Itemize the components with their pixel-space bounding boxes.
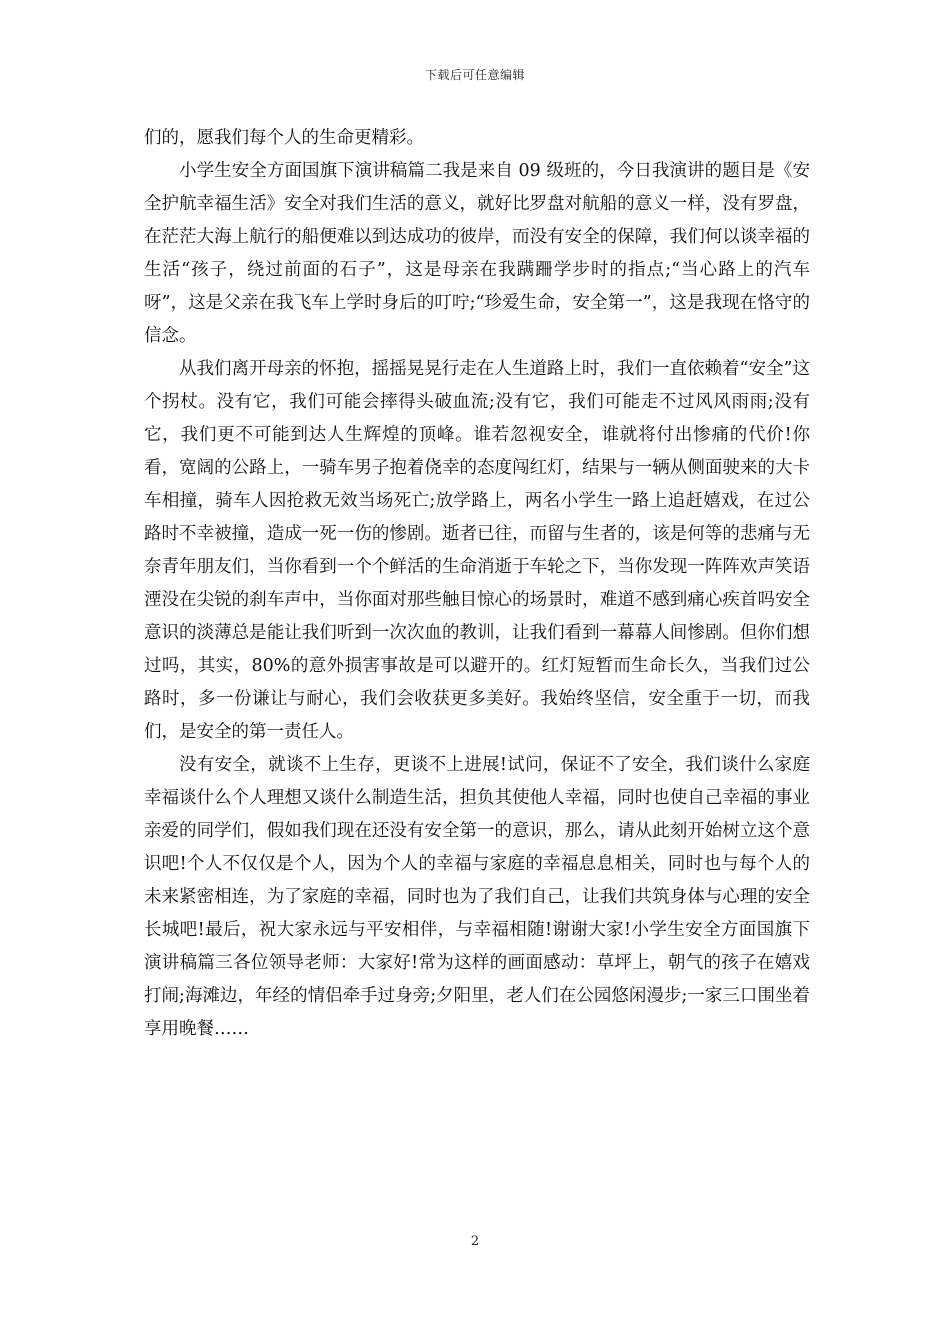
paragraph-continuation: 们的，愿我们每个人的生命更精彩。 xyxy=(144,128,424,148)
paragraph: 从我们离开母亲的怀抱，摇摇晃晃行走在人生道路上时，我们一直依赖着“安全”这个拐杖。没有它，我们可能会摔得头破血流;没有它，我们可能走不过风风雨雨;没有它，我们更不可能到达人生辉煌的顶峰。谁若忽视安全，谁就将付出惨痛的代价!你看，宽阔的公路上，一骑车男子抱着侥幸的态度闯红灯，结果与一辆从侧面驶来的大卡车相撞，骑车人因抢救无效当场死亡;放学路上，两名小学生一路上追赶嬉戏，在过公路时不幸被撞，造成一死一伤的惨剧。逝者已往，而留与生者的，该是何等的悲痛与无奈青年朋友们，当你看到一个个鲜活的生命消逝于车轮之下，当你发现一阵阵欢声笑语湮没在尖锐的刹车声中，当你面对那些触目惊心的场景时，难道不感到痛心疾首吗安全意识的淡薄总是能让我们听到一次次血的教训，让我们看到一幕幕人间惨剧。但你们想过吗，其实，80%的意外损害事故是可以避开的。红灯短暂而生命长久，当我们过公路时，多一份谦让与耐心，我们会收获更多美好。我始终坚信，安全重于一切，而我们，是安全的第一责任人。 xyxy=(144,359,810,742)
document-body xyxy=(144,122,810,1046)
page-header: 下载后可任意编辑 xyxy=(424,68,525,82)
page-number: 2 xyxy=(470,1234,480,1249)
paragraph: 没有安全，就谈不上生存，更谈不上进展!试问，保证不了安全，我们谈什么家庭幸福谈什么个人理想又谈什么制造生活，担负其使他人幸福，同时也使自己幸福的事业亲爱的同学们，假如我们现在还没有安全第一的意识，那么，请从此刻开始树立这个意识吧!个人不仅仅是个人，因为个人的幸福与家庭的幸福息息相关，同时也与每个人的未来紧密相连，为了家庭的幸福，同时也为了我们自己，让我们共筑身体与心理的安全长城吧!最后，祝大家永远与平安相伴，与幸福相随!谢谢大家!小学生安全方面国旗下演讲稿篇三各位领导老师：大家好!常为这样的画面感动：草坪上，朝气的孩子在嬉戏打闹;海滩边，年经的情侣牵手过身旁;夕阳里，老人们在公园悠闲漫步;一家三口围坐着享用晚餐…… xyxy=(144,755,810,1039)
paragraph: 小学生安全方面国旗下演讲稿篇二我是来自 09 级班的，今日我演讲的题目是《安全护航幸福生活》安全对我们生活的意义，就好比罗盘对航船的意义一样，没有罗盘，在茫茫大海上航行的船便难以到达成功的彼岸，而没有安全的保障，我们何以谈幸福的生活“孩子，绕过前面的石子”，这是母亲在我蹒跚学步时的指点;“当心路上的汽车呀”，这是父亲在我飞车上学时身后的叮咛;“珍爱生命，安全第一”，这是我现在恪守的信念。 xyxy=(144,161,810,346)
